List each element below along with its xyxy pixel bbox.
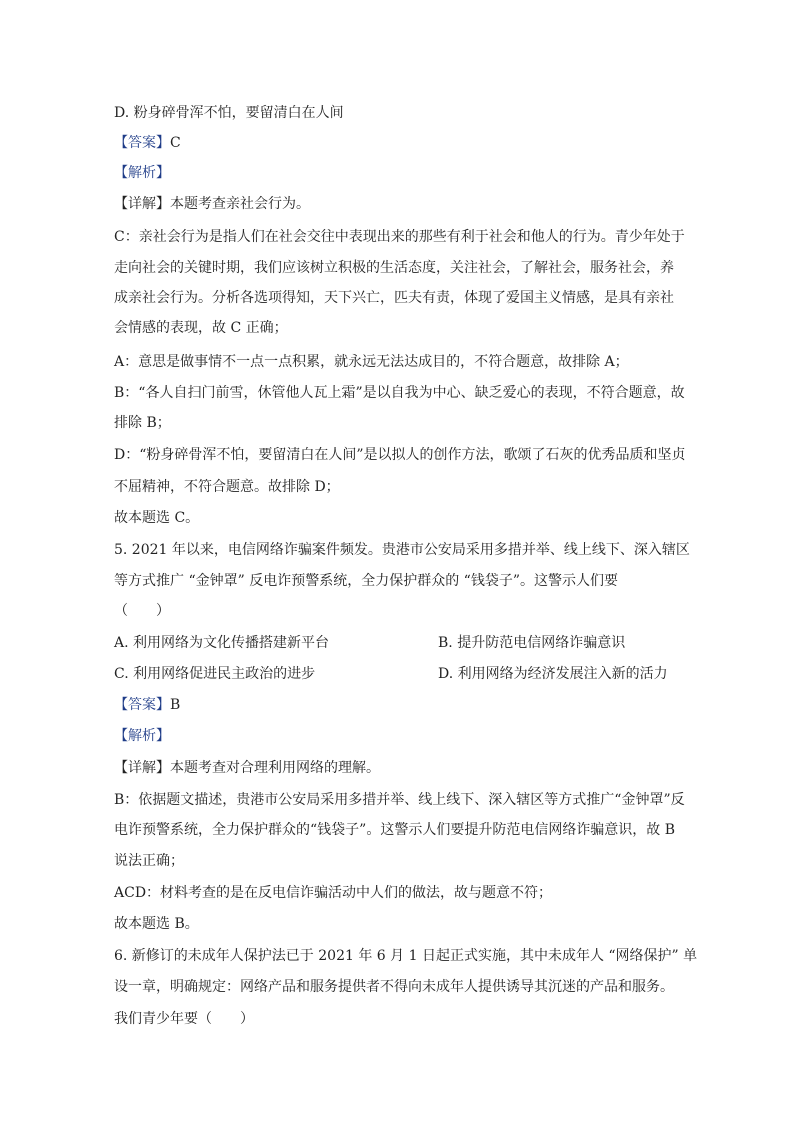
detail-tag: 【详解】 [114,196,170,212]
q5-explanation-line: B：依据题文描述，贵港市公安局采用多措并举、线上线下、深入辖区等方式推广“金钟罩”反 [114,792,685,808]
q4-explanation-line: C：亲社会行为是指人们在社会交往中表现出来的那些有利于社会和他人的行为。青少年处于 [114,229,685,245]
q5-option-a: A. 利用网络为文化传播搭建新平台 [114,635,330,651]
q5-option-b: B. 提升防范电信网络诈骗意识 [438,635,626,651]
q4-analysis-tag: 【解析】 [114,165,170,181]
q5-stem-blank: （ ） [114,603,170,619]
q5-analysis-tag: 【解析】 [114,728,170,744]
q5-option-c: C. 利用网络促进民主政治的进步 [114,666,316,682]
q4-explanation-line: 走向社会的关键时期，我们应该树立积极的生活态度，关注社会，了解社会，服务社会，养 [114,260,674,276]
answer-tag: 【答案】 [114,135,170,151]
q5-explanation-line: 电诈预警系统，全力保护群众的“钱袋子”。这警示人们要提升防范电信网络诈骗意识，故 B [114,822,676,838]
q6-stem-line: 6. 新修订的未成年人保护法已于 2021 年 6 月 1 日起正式实施，其中未成年人 “网络保护” 单 [114,948,698,964]
q4-explanation-line: D：“粉身碎骨浑不怕，要留清白在人间”是以拟人的创作方法，歌颂了石灰的优秀品质和坚贞 [114,447,686,463]
q4-answer [114,133,181,153]
q5-answer [114,695,180,715]
q4-explanation-line: A：意思是做事情不一点一点积累，就永远无法达成目的，不符合题意，故排除 A； [114,354,629,370]
answer-value: B [170,697,181,713]
q5-explanation-line: 说法正确； [114,853,184,869]
detail-tag: 【详解】 [114,760,170,776]
q4-explanation-line: B：“各人自扫门前雪，休管他人瓦上霜”是以自我为中心、缺乏爱心的表现，不符合题意，故 [114,385,685,401]
q4-conclusion: 故本题选 C。 [114,510,200,526]
q5-stem-line: 等方式推广 “金钟罩” 反电诈预警系统，全力保护群众的 “钱袋子”。这警示人们要 [114,573,618,589]
q4-detail [114,194,310,214]
q5-detail [114,758,380,778]
answer-value: C [170,135,181,151]
q4-explanation-line: 会情感的表现，故 C 正确； [114,320,288,336]
q4-option-d: D. 粉身碎骨浑不怕，要留清白在人间 [114,105,344,121]
q5-stem-line: 5. 2021 年以来，电信网络诈骗案件频发。贵港市公安局采用多措并举、线上线下、深入辖区 [114,542,690,558]
q5-option-d: D. 利用网络为经济发展注入新的活力 [438,666,668,682]
q5-explanation-line: ACD：材料考查的是在反电信诈骗活动中人们的做法，故与题意不符； [114,885,553,901]
detail-text: 本题考查亲社会行为。 [170,196,310,212]
answer-tag: 【答案】 [114,697,170,713]
q5-conclusion: 故本题选 B。 [114,916,199,932]
q4-explanation-line: 不屈精神，不符合题意。故排除 D； [114,479,340,495]
detail-text: 本题考查对合理利用网络的理解。 [170,760,380,776]
q6-stem-line: 设一章，明确规定：网络产品和服务提供者不得向未成年人提供诱导其沉迷的产品和服务。 [114,979,674,995]
q6-stem-line: 我们青少年要（ ） [114,1011,254,1027]
q4-explanation-line: 成亲社会行为。分析各选项得知，天下兴亡，匹夫有责，体现了爱国主义情感，是具有亲社 [114,290,674,306]
q4-explanation-line: 排除 B； [114,415,171,431]
